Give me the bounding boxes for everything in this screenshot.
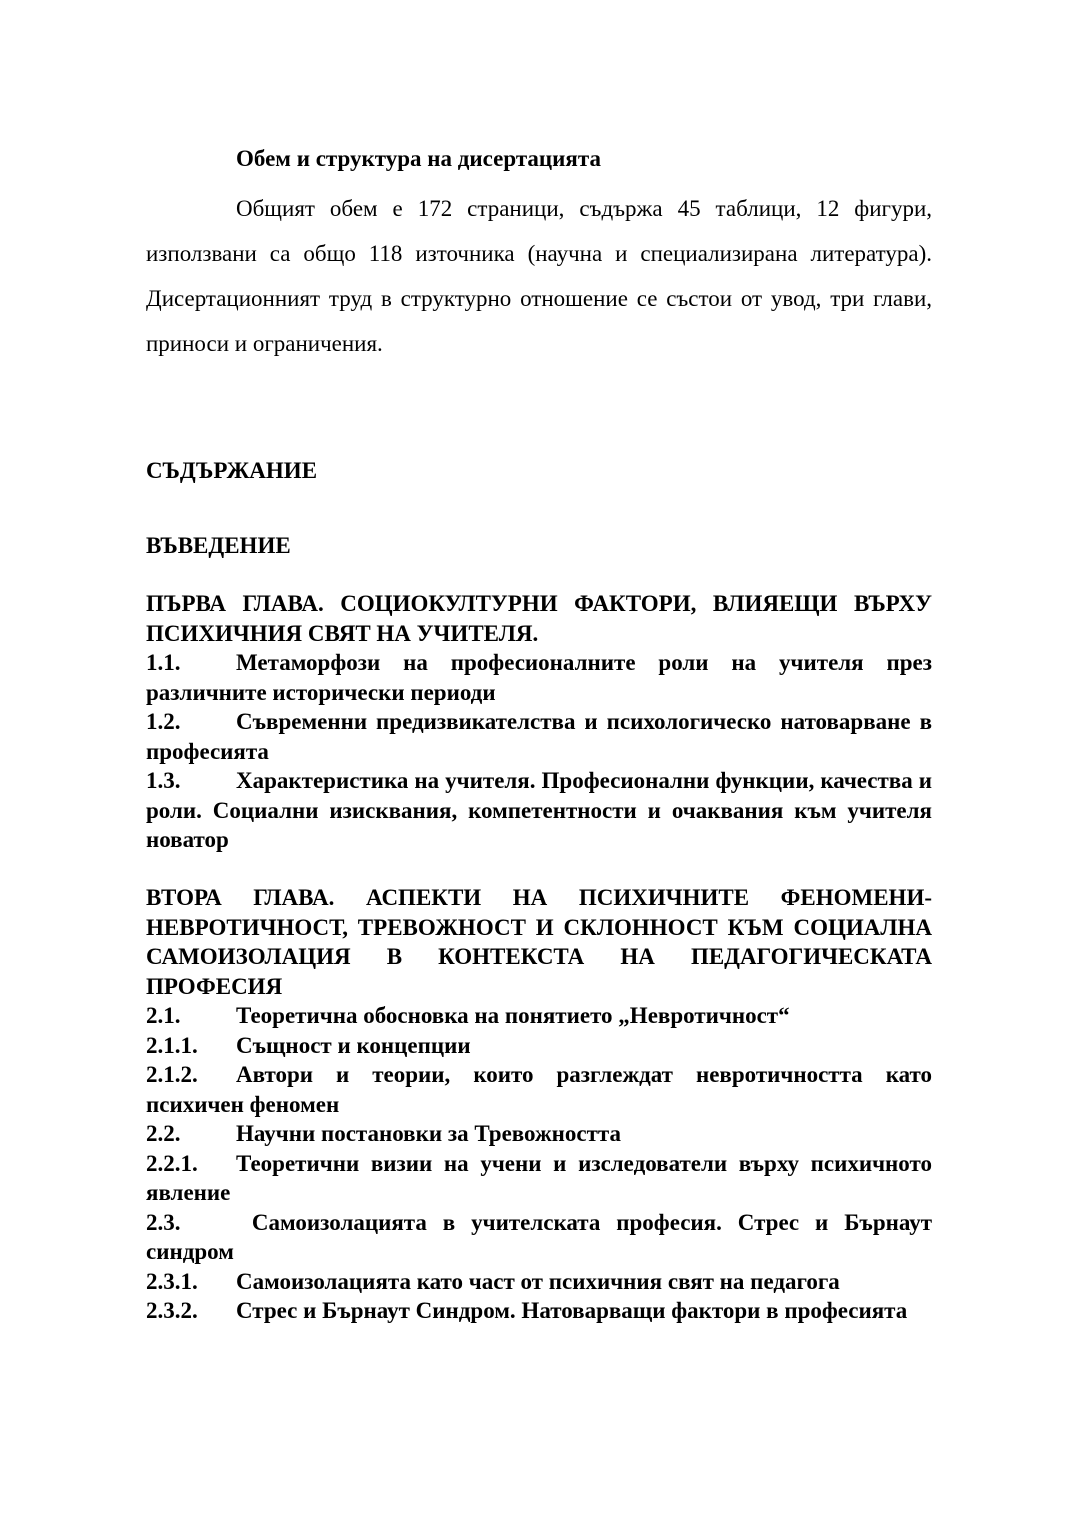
toc-entry [146, 1208, 932, 1267]
toc-entry [146, 707, 932, 766]
toc-entry-number: 2.2. [146, 1121, 181, 1146]
contents-heading: СЪДЪРЖАНИЕ [146, 458, 318, 483]
toc-entry-text: Метаморфози на професионалните роли на учителя през различните исторически периоди [146, 650, 932, 705]
toc-entry-text: Самоизолацията в учителската професия. Стрес и Бърнаут синдром [146, 1209, 932, 1264]
toc-entry-text: Същност и концепции [236, 1032, 471, 1058]
toc-entry-number: 2.2.1. [146, 1150, 198, 1176]
volume-structure-title: Обем и структура на дисертацията [236, 146, 601, 171]
toc-entry-number: 2.3. [146, 1209, 181, 1235]
toc-entry-text: Теоретична обосновка на понятието „Невротичност“ [236, 1003, 790, 1028]
toc-entry-text: Научни постановки за Тревожността [236, 1121, 622, 1146]
toc-entry [146, 766, 932, 855]
chapter-2-block [146, 883, 932, 1326]
toc-entry-number: 2.3.2. [146, 1298, 198, 1323]
chapter-2-title: ВТОРА ГЛАВА. АСПЕКТИ НА ПСИХИЧНИТЕ ФЕНОМЕНИ- НЕВРОТИЧНОСТ, ТРЕВОЖНОСТ И СКЛОННОСТ КЪМ СОЦИАЛНА САМОИЗОЛАЦИЯ В КОНТЕКСТА НА ПЕДАГОГИЧЕСКАТА ПРОФЕСИЯ [146, 885, 932, 999]
toc-entry-text: Автори и теории, които разглеждат невротичността като психичен феномен [146, 1062, 932, 1117]
toc-entry [146, 648, 932, 707]
toc-entry-text: Самоизолацията като част от психичния свят на педагога [236, 1268, 840, 1294]
chapter-1-block [146, 589, 932, 855]
toc-entry-number: 2.1.1. [146, 1032, 198, 1058]
chapter-1-title: ПЪРВА ГЛАВА. СОЦИОКУЛТУРНИ ФАКТОРИ, ВЛИЯЕЩИ ВЪРХУ ПСИХИЧНИЯ СВЯТ НА УЧИТЕЛЯ. [146, 591, 932, 646]
toc-entry-number: 1.2. [146, 709, 181, 734]
toc-entry-number: 1.1. [146, 650, 181, 675]
toc-entry [146, 1031, 932, 1061]
toc-entry-text: Съвременни предизвикателства и психологическо натоварване в професията [146, 709, 932, 764]
toc-entry [146, 1060, 932, 1119]
toc-entry [146, 1001, 932, 1031]
toc-entry-text: Характеристика на учителя. Професионални функции, качества и роли. Социални изисквания, компетентности и очаквания към учителя новатор [146, 768, 932, 852]
volume-structure-paragraph: Общият обем е 172 страници, съдържа 45 таблици, 12 фигури, използвани са общо 118 източника (научна и специализирана литература). Дисертационният труд в структурно отношение се състои от увод, три глави, приноси и ограничения. [146, 196, 932, 356]
toc-entry [146, 1119, 932, 1149]
toc-entry-text: Теоретични визии на учени и изследователи върху психичното явление [146, 1150, 932, 1205]
toc-entry [146, 1149, 932, 1208]
toc-entry-number: 1.3. [146, 768, 181, 793]
toc-entry-number: 2.3.1. [146, 1268, 198, 1294]
toc-entry-number: 2.1.2. [146, 1062, 198, 1087]
toc-entry-text: Стрес и Бърнаут Синдром. Натоварващи фактори в професията [236, 1298, 908, 1323]
toc-entry [146, 1296, 932, 1326]
introduction-heading: ВЪВЕДЕНИЕ [146, 533, 291, 558]
toc-entry-number: 2.1. [146, 1003, 181, 1028]
toc-entry [146, 1267, 932, 1297]
